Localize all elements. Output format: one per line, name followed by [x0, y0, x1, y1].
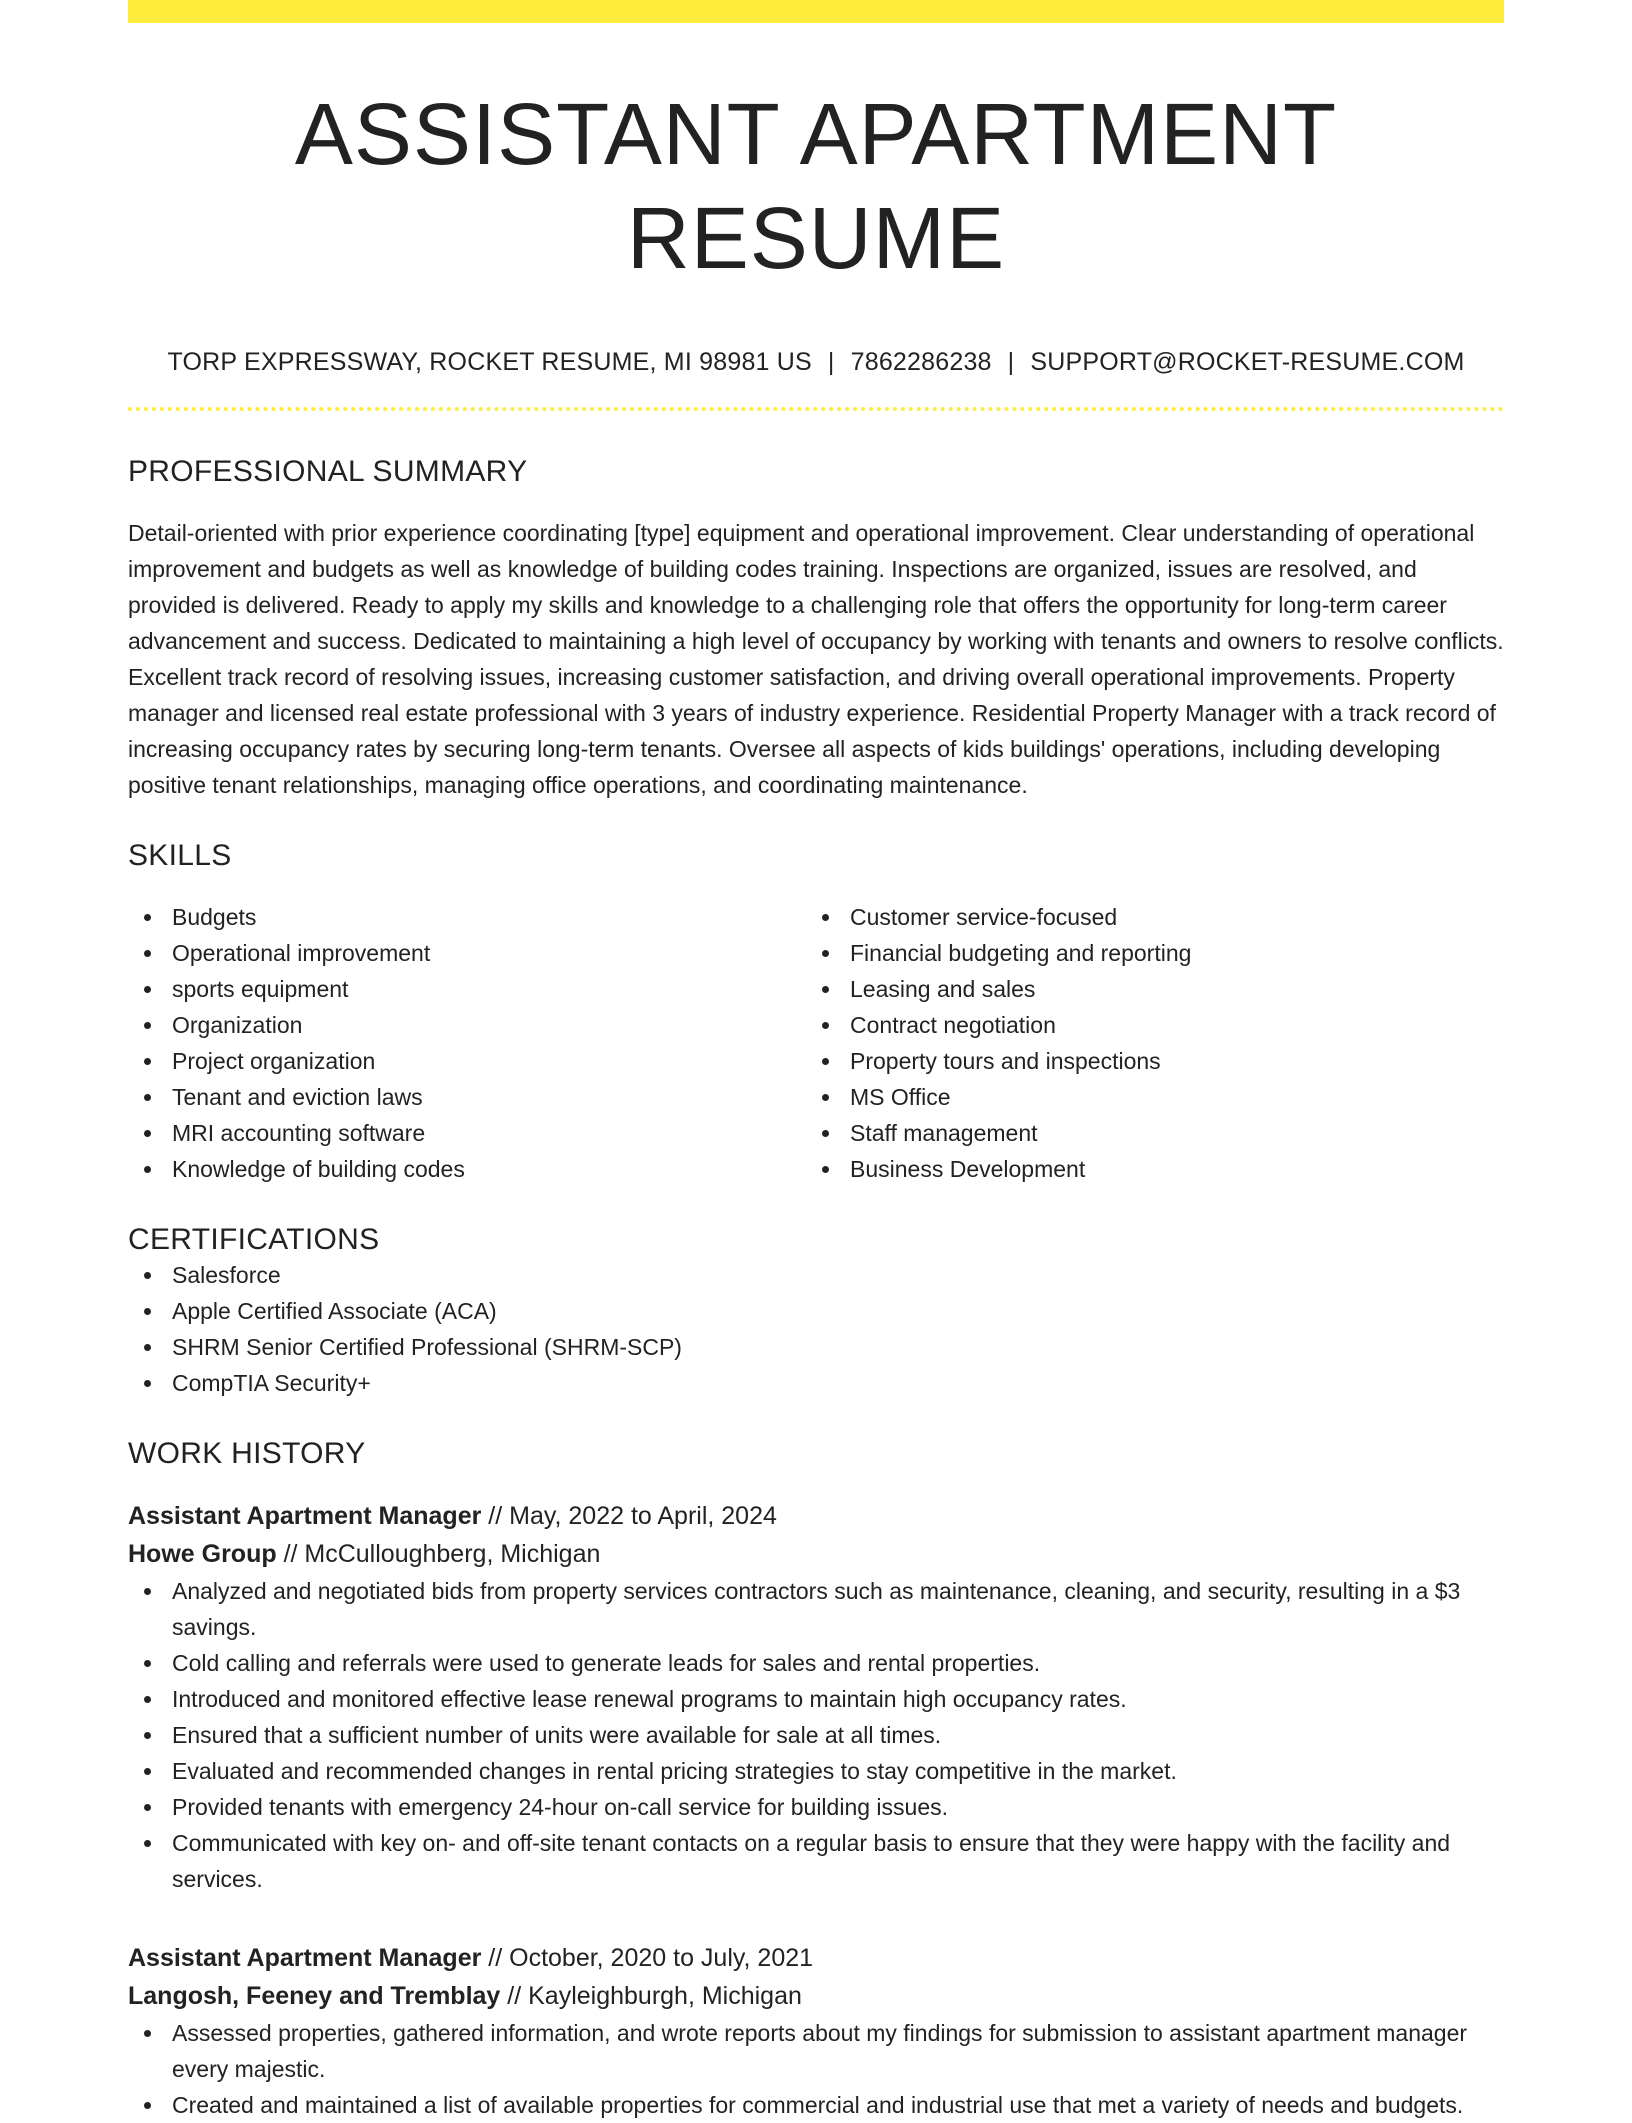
job-bullet-list — [128, 2015, 1504, 2123]
bullet-icon — [144, 1308, 151, 1315]
bullet-icon — [822, 1130, 829, 1137]
skill-label: Contract negotiation — [850, 1011, 1056, 1038]
skill-label: Leasing and sales — [850, 975, 1036, 1002]
job-bullet — [128, 1825, 1504, 1897]
job-location: // McCulloughberg, Michigan — [283, 1539, 601, 1568]
skill-label: Financial budgeting and reporting — [850, 939, 1192, 966]
skills-columns — [128, 899, 1504, 1187]
job-company: Langosh, Feeney and Tremblay — [128, 1981, 501, 2010]
certification-label: SHRM Senior Certified Professional (SHRM-SCP) — [172, 1333, 682, 1360]
bullet-icon — [144, 950, 151, 957]
bullet-icon — [144, 1660, 151, 1667]
certification-label: Salesforce — [172, 1261, 281, 1288]
certifications-list — [128, 1257, 1504, 1401]
top-accent-bar — [128, 0, 1504, 23]
job-role: Assistant Apartment Manager — [128, 1943, 482, 1972]
bullet-icon — [144, 1696, 151, 1703]
bullet-icon — [822, 1166, 829, 1173]
certification-item — [128, 1257, 1504, 1293]
skill-item — [128, 1079, 806, 1115]
job-bullet — [128, 1753, 1504, 1789]
bullet-icon — [144, 2030, 151, 2037]
bullet-icon — [144, 1166, 151, 1173]
job-company-line — [128, 1977, 1504, 2015]
job-company: Howe Group — [128, 1539, 277, 1568]
contact-phone[interactable]: 7862286238 — [850, 347, 992, 376]
work-history-heading: WORK HISTORY — [128, 1436, 366, 1470]
bullet-icon — [144, 1732, 151, 1739]
bullet-icon — [822, 1058, 829, 1065]
skill-label: Project organization — [172, 1047, 376, 1074]
skill-item — [806, 1079, 1484, 1115]
skill-label: Organization — [172, 1011, 303, 1038]
job-bullet-text: Cold calling and referrals were used to generate leads for sales and rental properties. — [172, 1649, 1041, 1676]
certification-item — [128, 1365, 1504, 1401]
bullet-icon — [144, 1022, 151, 1029]
summary-text: Detail-oriented with prior experience coordinating [type] equipment and operational improvement. Clear understanding of operational improvement and budgets as well as knowledge of building codes training. Inspections are organized, issues are resolved, and provided is delivered. Ready to apply my skills and knowledge to a challenging role that offers the opportunity for long-term career advancement and success. Dedicated to maintaining a high level of occupancy by working with tenants and owners to resolve conflicts. Excellent track record of resolving issues, increasing customer satisfaction, and driving overall operational improvements. Property manager and licensed real estate professional with 3 years of industry experience. Residential Property Manager with a track record of increasing occupancy rates by securing long-term tenants. Oversee all aspects of kids buildings' operations, including developing positive tenant relationships, managing office operations, and coordinating maintenance. — [128, 519, 1504, 798]
skill-item — [806, 935, 1484, 971]
skill-item — [806, 1043, 1484, 1079]
certification-label: Apple Certified Associate (ACA) — [172, 1297, 497, 1324]
certification-item — [128, 1293, 1504, 1329]
job-bullet — [128, 1789, 1504, 1825]
skills-heading: SKILLS — [128, 838, 232, 872]
skill-item — [806, 971, 1484, 1007]
bullet-icon — [144, 1344, 151, 1351]
job-role-line — [128, 1497, 1504, 1535]
bullet-icon — [144, 1768, 151, 1775]
job-dates: // May, 2022 to April, 2024 — [488, 1501, 777, 1530]
bullet-icon — [822, 1094, 829, 1101]
job-dates: // October, 2020 to July, 2021 — [488, 1943, 814, 1972]
skill-item — [128, 1043, 806, 1079]
job-bullet — [128, 1717, 1504, 1753]
job-bullet — [128, 1573, 1504, 1645]
job-bullet-text: Introduced and monitored effective lease renewal programs to maintain high occupancy rates. — [172, 1685, 1127, 1712]
job-bullet-text: Analyzed and negotiated bids from property services contractors such as maintenance, cleaning, and security, resulting in a $3 savings. — [172, 1577, 1461, 1640]
skills-left-list — [128, 899, 806, 1187]
job-bullet-text: Assessed properties, gathered information, and wrote reports about my findings for submission to assistant apartment manager every majestic. — [172, 2019, 1468, 2082]
job-bullet-text: Communicated with key on- and off-site tenant contacts on a regular basis to ensure that they were happy with the facility and services. — [172, 1829, 1451, 1892]
contact-email[interactable]: SUPPORT@ROCKET-RESUME.COM — [1030, 347, 1465, 376]
job-bullet-text: Created and maintained a list of available properties for commercial and industrial use that met a variety of needs and budgets. — [172, 2091, 1464, 2118]
skill-label: Staff management — [850, 1119, 1038, 1146]
job-entry — [128, 1939, 1504, 2123]
skill-item — [128, 899, 806, 935]
job-bullet-text: Provided tenants with emergency 24-hour on-call service for building issues. — [172, 1793, 949, 1820]
skills-left-column — [128, 899, 806, 1187]
job-bullet — [128, 2087, 1504, 2123]
job-bullet-text: Evaluated and recommended changes in rental pricing strategies to stay competitive in the market. — [172, 1757, 1177, 1784]
certification-item — [128, 1329, 1504, 1365]
skill-item — [806, 1115, 1484, 1151]
job-company-line — [128, 1535, 1504, 1573]
job-role-line — [128, 1939, 1504, 1977]
certifications-heading: CERTIFICATIONS — [128, 1222, 380, 1256]
bullet-icon — [144, 1130, 151, 1137]
skill-item — [128, 1151, 806, 1187]
bullet-icon — [822, 986, 829, 993]
contact-separator: | — [1007, 347, 1015, 376]
contact-line — [128, 348, 1504, 377]
job-bullet-list — [128, 1573, 1504, 1897]
bullet-icon — [144, 1804, 151, 1811]
skill-item — [128, 971, 806, 1007]
skill-item — [806, 899, 1484, 935]
skill-label: Customer service-focused — [850, 903, 1118, 930]
skills-right-list — [806, 899, 1484, 1187]
summary-heading: PROFESSIONAL SUMMARY — [128, 454, 528, 488]
job-bullet — [128, 1645, 1504, 1681]
bullet-icon — [144, 914, 151, 921]
contact-separator: | — [827, 347, 835, 376]
bullet-icon — [822, 914, 829, 921]
skill-item — [128, 1007, 806, 1043]
job-bullet — [128, 1681, 1504, 1717]
contact-address: TORP EXPRESSWAY, ROCKET RESUME, MI 98981 US — [167, 347, 812, 376]
job-entry — [128, 1497, 1504, 1897]
skill-label: MS Office — [850, 1083, 951, 1110]
bullet-icon — [144, 1840, 151, 1847]
bullet-icon — [822, 950, 829, 957]
resume-title: ASSISTANT APARTMENT RESUME — [294, 86, 1338, 288]
skills-right-column — [806, 899, 1484, 1187]
skill-item — [128, 935, 806, 971]
bullet-icon — [144, 1058, 151, 1065]
bullet-icon — [144, 986, 151, 993]
skill-label: sports equipment — [172, 975, 349, 1002]
skill-item — [806, 1151, 1484, 1187]
skill-item — [806, 1007, 1484, 1043]
job-bullet-text: Ensured that a sufficient number of units were available for sale at all times. — [172, 1721, 942, 1748]
bullet-icon — [822, 1022, 829, 1029]
skill-label: Budgets — [172, 903, 257, 930]
skill-label: Property tours and inspections — [850, 1047, 1161, 1074]
bullet-icon — [144, 1380, 151, 1387]
skill-label: Knowledge of building codes — [172, 1155, 465, 1182]
skill-label: Tenant and eviction laws — [172, 1083, 423, 1110]
job-role: Assistant Apartment Manager — [128, 1501, 482, 1530]
bullet-icon — [144, 2102, 151, 2109]
skill-label: Business Development — [850, 1155, 1086, 1182]
resume-page — [128, 0, 1504, 2123]
dotted-divider — [128, 407, 1504, 411]
skill-label: Operational improvement — [172, 939, 431, 966]
bullet-icon — [144, 1272, 151, 1279]
certification-label: CompTIA Security+ — [172, 1369, 371, 1396]
skill-item — [128, 1115, 806, 1151]
bullet-icon — [144, 1588, 151, 1595]
job-location: // Kayleighburgh, Michigan — [507, 1981, 802, 2010]
bullet-icon — [144, 1094, 151, 1101]
job-bullet — [128, 2015, 1504, 2087]
skill-label: MRI accounting software — [172, 1119, 426, 1146]
